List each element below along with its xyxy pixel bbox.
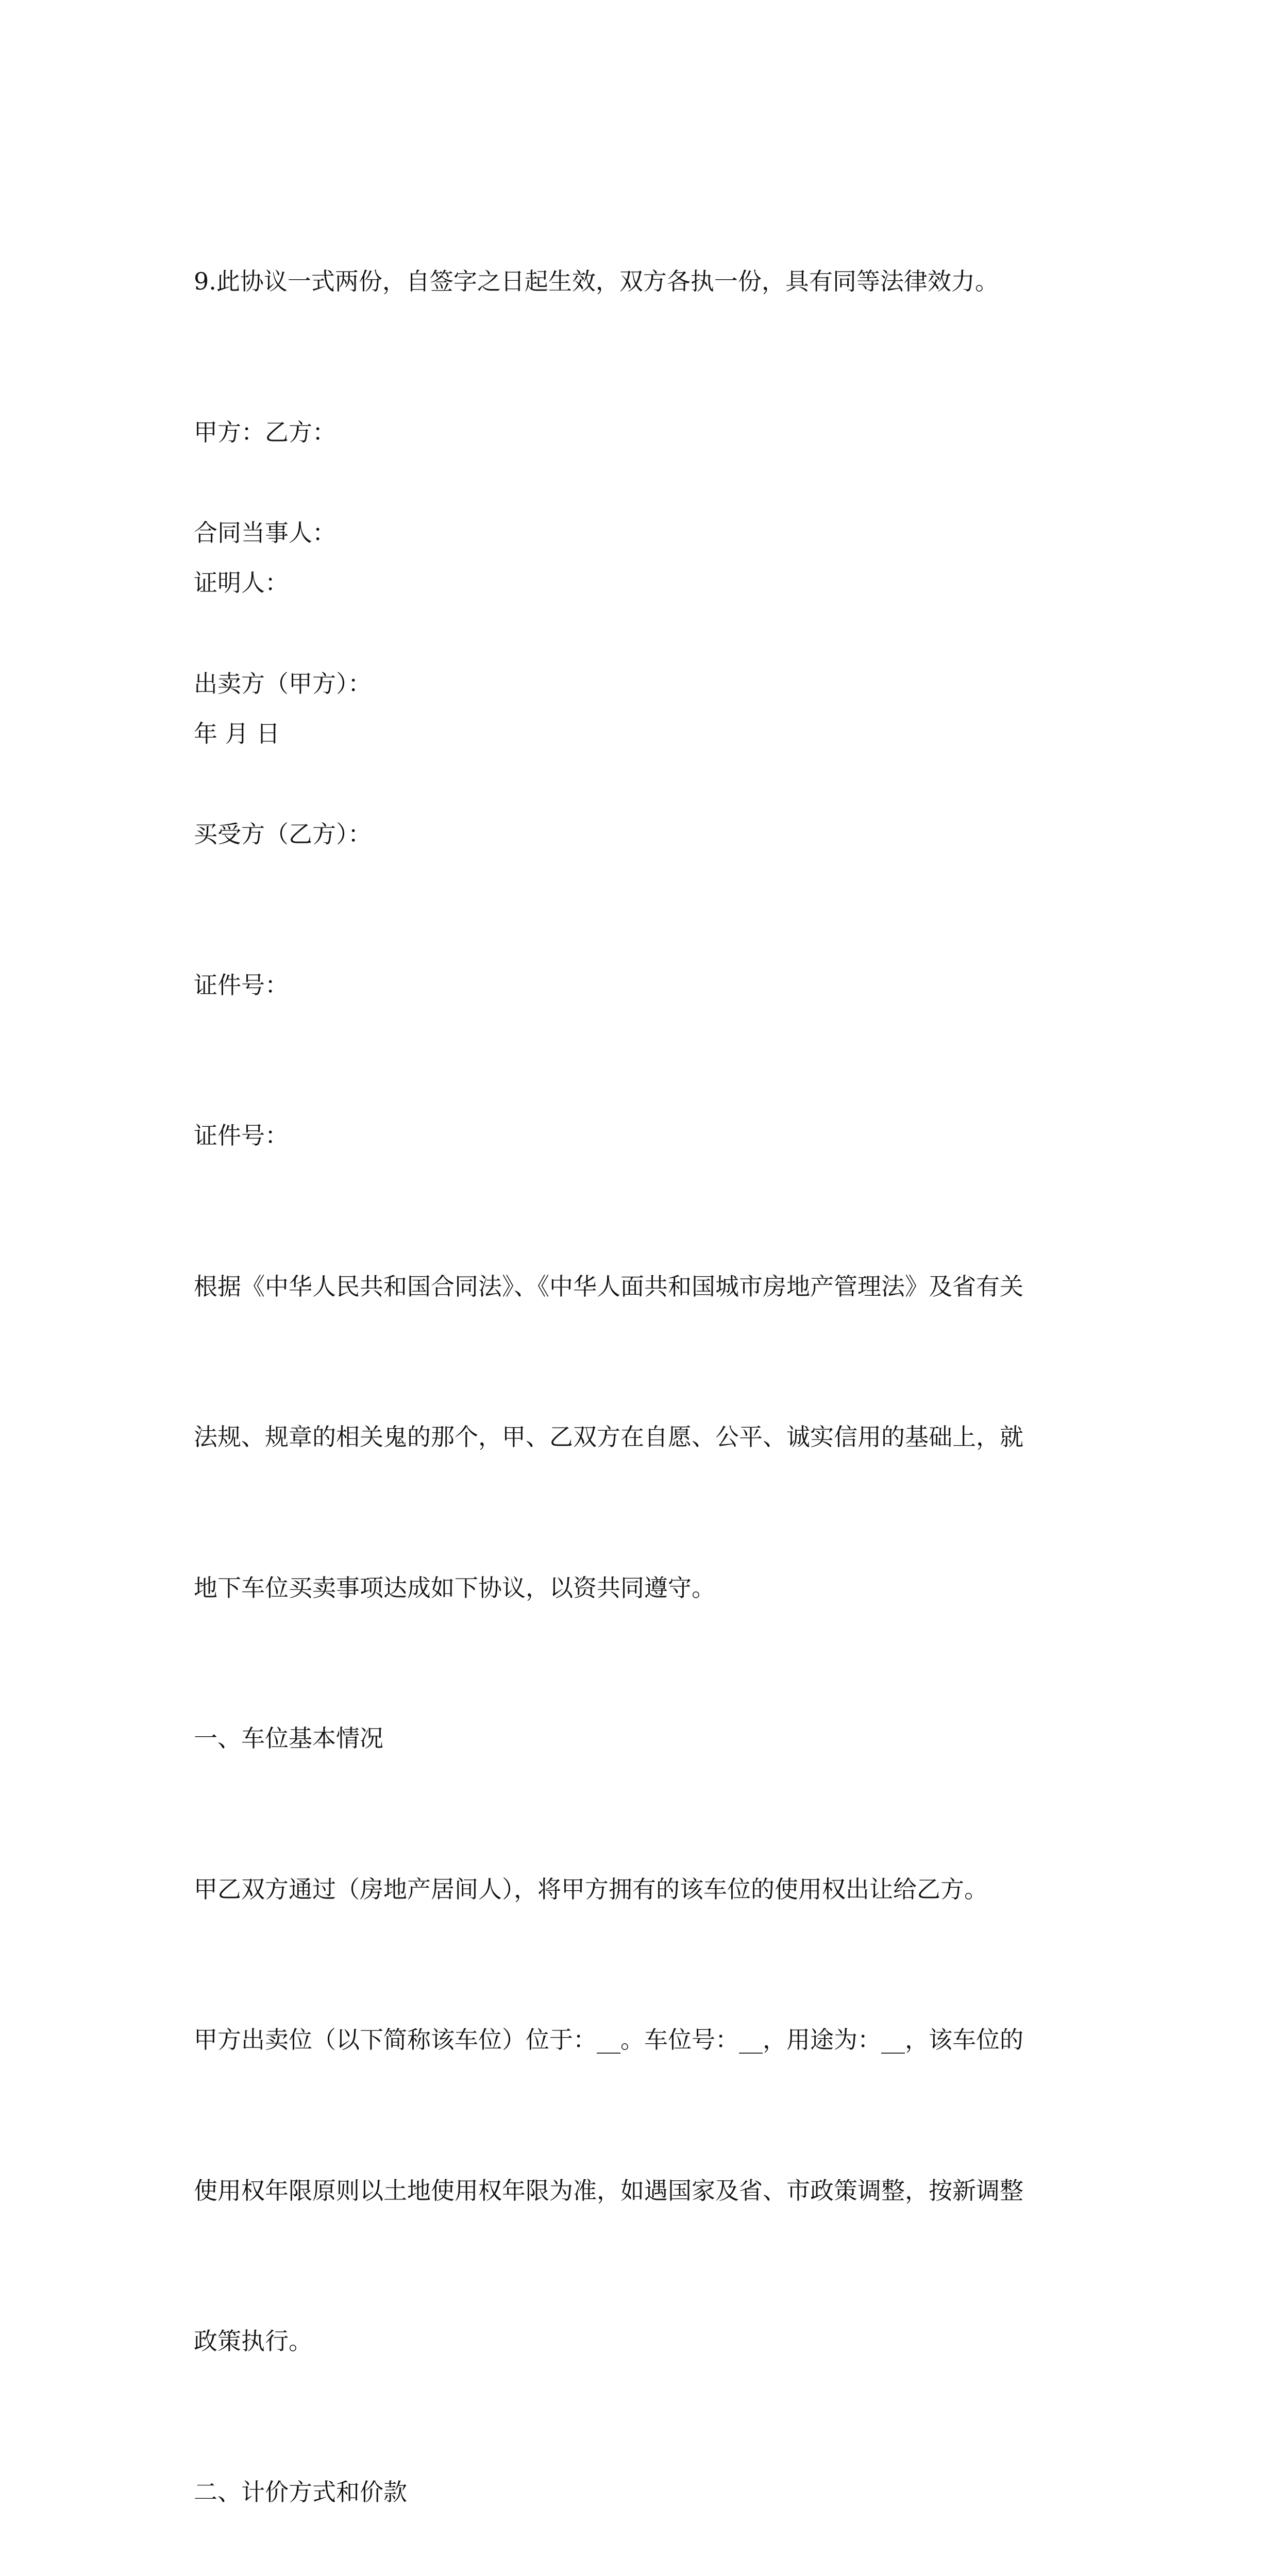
text-line: 买受方（乙方）： — [194, 820, 372, 848]
text-line: 年 月 日 — [194, 719, 280, 748]
text-line: 合同当事人： — [194, 519, 336, 547]
text-line: 法规、规章的相关鬼的那个，甲、乙双方在自愿、公平、诚实信用的基础上，就 — [194, 1423, 1023, 1451]
text-line: 地下车位买卖事项达成如下协议，以资共同遵守。 — [194, 1573, 715, 1602]
text-line: 9.此协议一式两份，自签字之日起生效，双方各执一份，具有同等法律效力。 — [194, 267, 999, 295]
text-line: 甲方出卖位（以下简称该车位）位于：__。车位号：__，用途为：__，该车位的 — [194, 2026, 1023, 2054]
text-line: 证明人： — [194, 569, 289, 597]
text-line: 使用权年限原则以土地使用权年限为准，如遇国家及省、市政策调整，按新调整 — [194, 2176, 1023, 2205]
text-line: 证件号： — [194, 971, 289, 999]
text-line: 政策执行。 — [194, 2327, 312, 2355]
section-heading: 一、车位基本情况 — [194, 1724, 383, 1752]
text-line: 证件号： — [194, 1122, 289, 1149]
text-line: 甲乙双方通过（房地产居间人），将甲方拥有的该车位的使用权出让给乙方。 — [194, 1875, 988, 1903]
section-heading: 二、计价方式和价款 — [194, 2478, 407, 2506]
text-line: 甲方：乙方： — [194, 418, 336, 446]
text-line: 出卖方（甲方）： — [194, 669, 372, 698]
text-line: 根据《中华人民共和国合同法》、《中华人面共和国城市房地产管理法》及省有关 — [194, 1272, 1023, 1300]
parking-space-contract-section — [194, 408, 1090, 2576]
